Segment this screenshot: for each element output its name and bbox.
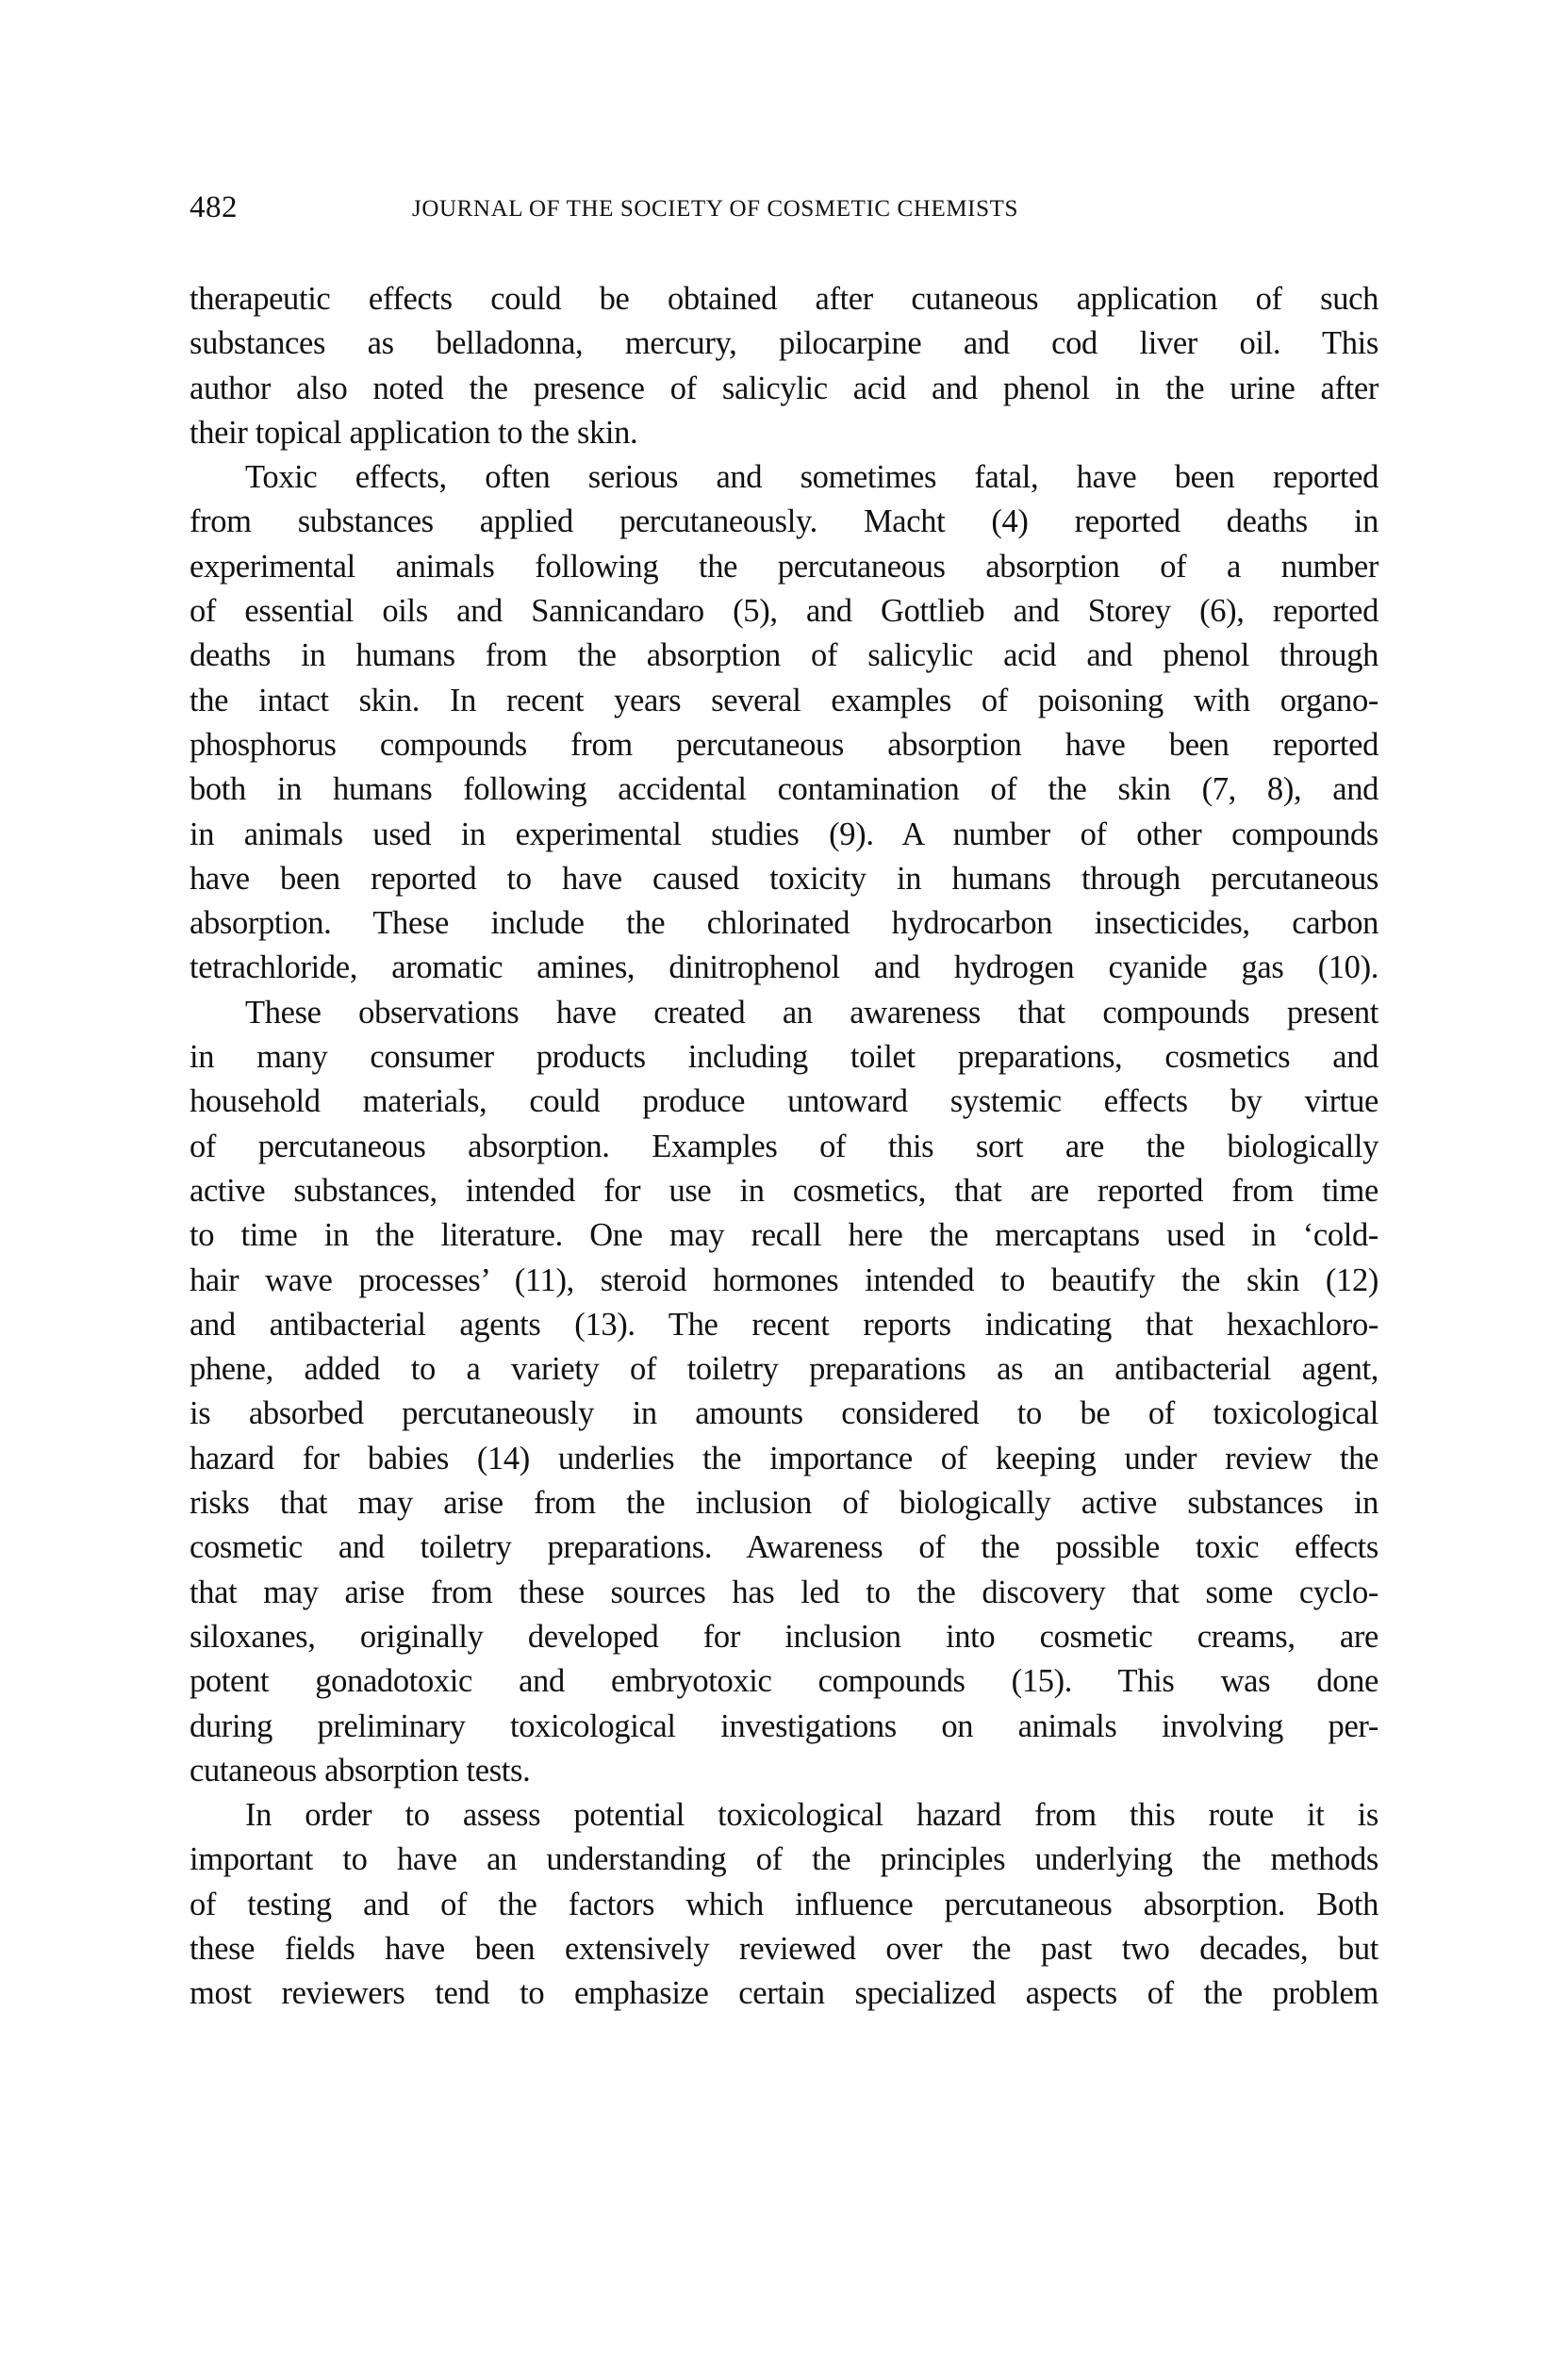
running-header <box>190 189 1378 226</box>
text-line: deaths in humans from the absorption of salicylic acid and phenol through <box>190 637 1378 674</box>
text-line: household materials, could produce untoward systemic effects by virtue <box>190 1083 1378 1120</box>
text-line: tetrachloride, aromatic amines, dinitrophenol and hydrogen cyanide gas (10). <box>190 949 1378 986</box>
text-line: have been reported to have caused toxicity in humans through percutaneous <box>190 860 1378 897</box>
text-line: cosmetic and toiletry preparations. Awareness of the possible toxic effects <box>190 1529 1378 1566</box>
text-line: These observations have created an awareness that compounds present <box>245 994 1378 1031</box>
text-line: Toxic effects, often serious and sometimes fatal, have been reported <box>245 459 1378 496</box>
text-line: is absorbed percutaneously in amounts considered to be of toxicological <box>190 1395 1378 1432</box>
text-line: that may arise from these sources has led to the discovery that some cyclo- <box>190 1574 1378 1610</box>
text-line: these fields have been extensively reviewed over the past two decades, but <box>190 1930 1378 1967</box>
text-line: hazard for babies (14) underlies the importance of keeping under review the <box>190 1440 1378 1476</box>
text-line: cutaneous absorption tests. <box>190 1752 531 1789</box>
text-line: potent gonadotoxic and embryotoxic compounds (15). This was done <box>190 1663 1378 1700</box>
text-line: the intact skin. In recent years several examples of poisoning with organo- <box>190 682 1378 718</box>
text-line: important to have an understanding of the principles underlying the methods <box>190 1841 1378 1878</box>
paragraph-1 <box>190 277 1378 455</box>
text-line: therapeutic effects could be obtained after cutaneous application of such <box>190 281 1378 317</box>
text-line: and antibacterial agents (13). The recent reports indicating that hexachloro- <box>190 1306 1378 1343</box>
text-line: in animals used in experimental studies (9). A number of other compounds <box>190 816 1378 852</box>
text-line: of testing and of the factors which influence percutaneous absorption. Both <box>190 1886 1378 1922</box>
text-line: author also noted the presence of salicylic acid and phenol in the urine after <box>190 370 1378 406</box>
text-line: both in humans following accidental contamination of the skin (7, 8), and <box>190 771 1378 808</box>
paragraph-2 <box>190 455 1378 991</box>
text-line: absorption. These include the chlorinated hydrocarbon insecticides, carbon <box>190 905 1378 942</box>
text-line: their topical application to the skin. <box>190 414 638 451</box>
text-line: in many consumer products including toilet preparations, cosmetics and <box>190 1039 1378 1076</box>
text-line: experimental animals following the percutaneous absorption of a number <box>190 548 1378 585</box>
text-line: In order to assess potential toxicological hazard from this route it is <box>245 1797 1378 1834</box>
text-line: most reviewers tend to emphasize certain specialized aspects of the problem <box>190 1975 1378 2012</box>
text-line: hair wave processes’ (11), steroid hormones intended to beautify the skin (12) <box>190 1261 1378 1298</box>
text-line: active substances, intended for use in cosmetics, that are reported from time <box>190 1172 1378 1209</box>
text-line: of essential oils and Sannicandaro (5), and Gottlieb and Storey (6), reported <box>190 593 1378 630</box>
text-line: of percutaneous absorption. Examples of this sort are the biologically <box>190 1128 1378 1164</box>
text-line: phosphorus compounds from percutaneous absorption have been reported <box>190 726 1378 763</box>
journal-title: JOURNAL OF THE SOCIETY OF COSMETIC CHEMISTS <box>412 196 1018 222</box>
text-line: from substances applied percutaneously. Macht (4) reported deaths in <box>190 503 1378 540</box>
paragraph-4 <box>190 1793 1378 2016</box>
text-line: substances as belladonna, mercury, pilocarpine and cod liver oil. This <box>190 325 1378 362</box>
paragraph-3 <box>190 991 1378 1793</box>
text-line: risks that may arise from the inclusion of biologically active substances in <box>190 1485 1378 1522</box>
text-line: to time in the literature. One may recall here the mercaptans used in ‘cold- <box>190 1217 1378 1254</box>
text-line: siloxanes, originally developed for inclusion into cosmetic creams, are <box>190 1618 1378 1655</box>
page-number: 482 <box>190 190 238 224</box>
body-text <box>190 277 1378 2017</box>
text-line: during preliminary toxicological investigations on animals involving per- <box>190 1707 1378 1744</box>
text-line: phene, added to a variety of toiletry preparations as an antibacterial agent, <box>190 1351 1378 1388</box>
